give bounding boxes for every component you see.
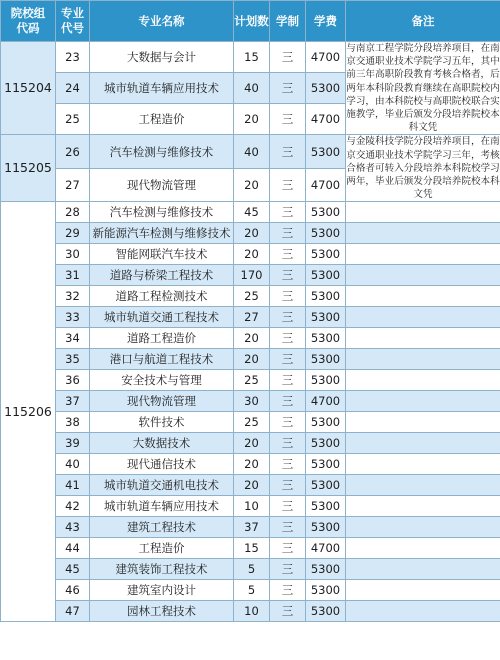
table-row: [1, 370, 500, 391]
duration-cell: 三: [270, 104, 306, 135]
notes-cell: 与南京工程学院分段培养项目，在南京交通职业技术学院学习五年，其中前三年高职阶段教育考核合格者，后两年本科阶段教育继续在高职院校内学习，由本科院校与高职院校联合实施教学，毕业后颁发分段培养院校本科文凭: [346, 43, 500, 134]
tuition-cell: 5300: [306, 475, 346, 496]
major-code-cell: 46: [56, 580, 90, 601]
tuition-cell: 5300: [306, 454, 346, 475]
major-name-cell: 大数据与会计: [90, 42, 234, 73]
major-name-cell: 新能源汽车检测与维修技术: [90, 223, 234, 244]
major-name-cell: 工程造价: [90, 104, 234, 135]
header-tuition: 学费: [306, 1, 346, 42]
plan-count-cell: 20: [234, 433, 270, 454]
duration-cell: 三: [270, 475, 306, 496]
major-code-cell: 38: [56, 412, 90, 433]
major-name-cell: 汽车检测与维修技术: [90, 202, 234, 223]
notes-cell-empty: [346, 265, 500, 286]
major-name-cell: 港口与航道工程技术: [90, 349, 234, 370]
table-header: [1, 1, 500, 42]
plan-count-cell: 20: [234, 328, 270, 349]
table-row: [1, 580, 500, 601]
major-code-cell: 23: [56, 42, 90, 73]
tuition-cell: 4700: [306, 391, 346, 412]
major-code-cell: 37: [56, 391, 90, 412]
notes-cell-empty: [346, 286, 500, 307]
duration-cell: 三: [270, 559, 306, 580]
major-name-cell: 道路与桥梁工程技术: [90, 265, 234, 286]
tuition-cell: 5300: [306, 286, 346, 307]
major-code-cell: 27: [56, 168, 90, 202]
major-name-cell: 软件技术: [90, 412, 234, 433]
plan-count-cell: 10: [234, 601, 270, 622]
table-row: [1, 601, 500, 622]
plan-count-cell: 20: [234, 168, 270, 202]
plan-count-cell: 5: [234, 559, 270, 580]
major-name-cell: 现代通信技术: [90, 454, 234, 475]
group-code-cell: 115205: [1, 135, 56, 202]
major-code-cell: 40: [56, 454, 90, 475]
duration-cell: 三: [270, 580, 306, 601]
tuition-cell: 5300: [306, 559, 346, 580]
table-row: [1, 328, 500, 349]
duration-cell: 三: [270, 73, 306, 104]
duration-cell: 三: [270, 265, 306, 286]
table-row: [1, 517, 500, 538]
tuition-cell: 5300: [306, 370, 346, 391]
notes-cell: 与金陵科技学院分段培养项目，在南京交通职业技术学院学习三年，考核合格者可转入分段培养本科院校学习两年，毕业后颁发分段培养院校本科文凭: [346, 136, 500, 201]
header-major-code: 专业 代号: [56, 1, 90, 42]
major-name-cell: 汽车检测与维修技术: [90, 135, 234, 169]
table-row: [1, 244, 500, 265]
table-row: [1, 265, 500, 286]
table-row: [1, 559, 500, 580]
notes-cell-empty: [346, 517, 500, 538]
table-row: [1, 496, 500, 517]
tuition-cell: 4700: [306, 538, 346, 559]
major-code-cell: 33: [56, 307, 90, 328]
major-name-cell: 道路工程造价: [90, 328, 234, 349]
header-plan-count: 计划数: [234, 1, 270, 42]
plan-count-cell: 40: [234, 73, 270, 104]
major-name-cell: 城市轨道交通机电技术: [90, 475, 234, 496]
plan-count-cell: 27: [234, 307, 270, 328]
notes-cell-empty: [346, 244, 500, 265]
notes-cell-empty: [346, 307, 500, 328]
tuition-cell: 5300: [306, 307, 346, 328]
major-name-cell: 现代物流管理: [90, 391, 234, 412]
major-name-cell: 工程造价: [90, 538, 234, 559]
duration-cell: 三: [270, 538, 306, 559]
major-code-cell: 42: [56, 496, 90, 517]
table-row: [1, 538, 500, 559]
duration-cell: 三: [270, 135, 306, 169]
major-code-cell: 25: [56, 104, 90, 135]
table-row: [1, 286, 500, 307]
major-name-cell: 大数据技术: [90, 433, 234, 454]
major-name-cell: 建筑室内设计: [90, 580, 234, 601]
table-row: [1, 433, 500, 454]
header-group-code: 院校组 代码: [1, 1, 56, 42]
table-row: [1, 307, 500, 328]
table-row: [1, 202, 500, 223]
major-code-cell: 45: [56, 559, 90, 580]
table-body: [1, 42, 500, 622]
duration-cell: 三: [270, 286, 306, 307]
major-code-cell: 28: [56, 202, 90, 223]
duration-cell: 三: [270, 244, 306, 265]
duration-cell: 三: [270, 412, 306, 433]
major-code-cell: 43: [56, 517, 90, 538]
table-row: [1, 223, 500, 244]
plan-count-cell: 20: [234, 244, 270, 265]
major-name-cell: 城市轨道交通工程技术: [90, 307, 234, 328]
duration-cell: 三: [270, 517, 306, 538]
major-name-cell: 建筑装饰工程技术: [90, 559, 234, 580]
major-code-cell: 36: [56, 370, 90, 391]
notes-cell-empty: [346, 349, 500, 370]
tuition-cell: 5300: [306, 223, 346, 244]
plan-count-cell: 30: [234, 391, 270, 412]
plan-count-cell: 20: [234, 104, 270, 135]
duration-cell: 三: [270, 391, 306, 412]
major-code-cell: 30: [56, 244, 90, 265]
notes-cell-empty: [346, 433, 500, 454]
major-code-cell: 26: [56, 135, 90, 169]
tuition-cell: 4700: [306, 42, 346, 73]
duration-cell: 三: [270, 202, 306, 223]
major-code-cell: 31: [56, 265, 90, 286]
notes-cell-empty: [346, 454, 500, 475]
tuition-cell: 5300: [306, 328, 346, 349]
duration-cell: 三: [270, 349, 306, 370]
notes-cell-empty: [346, 412, 500, 433]
plan-count-cell: 20: [234, 223, 270, 244]
tuition-cell: 5300: [306, 265, 346, 286]
plan-count-cell: 10: [234, 496, 270, 517]
table-row: [1, 412, 500, 433]
tuition-cell: 5300: [306, 135, 346, 169]
tuition-cell: 5300: [306, 202, 346, 223]
table-row: [1, 454, 500, 475]
duration-cell: 三: [270, 601, 306, 622]
notes-cell-empty: [346, 370, 500, 391]
tuition-cell: 5300: [306, 496, 346, 517]
table-row: [1, 135, 500, 169]
major-code-cell: 34: [56, 328, 90, 349]
table-row: [1, 42, 500, 73]
plan-count-cell: 5: [234, 580, 270, 601]
header-duration: 学制: [270, 1, 306, 42]
group-code-cell: 115206: [1, 202, 56, 622]
tuition-cell: 5300: [306, 244, 346, 265]
tuition-cell: 5300: [306, 349, 346, 370]
major-name-cell: 城市轨道车辆应用技术: [90, 496, 234, 517]
tuition-cell: 5300: [306, 412, 346, 433]
plan-count-cell: 20: [234, 349, 270, 370]
plan-count-cell: 25: [234, 370, 270, 391]
plan-count-cell: 170: [234, 265, 270, 286]
plan-count-cell: 40: [234, 135, 270, 169]
notes-cell-empty: [346, 328, 500, 349]
notes-cell-empty: [346, 223, 500, 244]
tuition-cell: 4700: [306, 168, 346, 202]
plan-count-cell: 25: [234, 286, 270, 307]
notes-cell-empty: [346, 391, 500, 412]
plan-count-cell: 25: [234, 412, 270, 433]
major-code-cell: 39: [56, 433, 90, 454]
duration-cell: 三: [270, 307, 306, 328]
plan-count-cell: 45: [234, 202, 270, 223]
plan-count-cell: 15: [234, 538, 270, 559]
duration-cell: 三: [270, 433, 306, 454]
notes-cell-empty: [346, 475, 500, 496]
major-code-cell: 32: [56, 286, 90, 307]
notes-cell-empty: [346, 202, 500, 223]
major-name-cell: 安全技术与管理: [90, 370, 234, 391]
duration-cell: 三: [270, 370, 306, 391]
tuition-cell: 4700: [306, 104, 346, 135]
major-name-cell: 道路工程检测技术: [90, 286, 234, 307]
plan-count-cell: 37: [234, 517, 270, 538]
plan-count-cell: 20: [234, 475, 270, 496]
notes-cell-empty: [346, 496, 500, 517]
major-name-cell: 城市轨道车辆应用技术: [90, 73, 234, 104]
notes-cell-empty: [346, 601, 500, 622]
major-code-cell: 41: [56, 475, 90, 496]
duration-cell: 三: [270, 328, 306, 349]
major-name-cell: 建筑工程技术: [90, 517, 234, 538]
duration-cell: 三: [270, 496, 306, 517]
duration-cell: 三: [270, 168, 306, 202]
header-major-name: 专业名称: [90, 1, 234, 42]
notes-cell-empty: [346, 559, 500, 580]
table-row: [1, 391, 500, 412]
header-notes: 备注: [346, 1, 500, 42]
duration-cell: 三: [270, 223, 306, 244]
tuition-cell: 5300: [306, 517, 346, 538]
plan-count-cell: 15: [234, 42, 270, 73]
notes-cell-empty: [346, 580, 500, 601]
major-name-cell: 现代物流管理: [90, 168, 234, 202]
major-code-cell: 47: [56, 601, 90, 622]
notes-cell-empty: [346, 538, 500, 559]
group-code-cell: 115204: [1, 42, 56, 135]
duration-cell: 三: [270, 454, 306, 475]
major-code-cell: 35: [56, 349, 90, 370]
plan-count-cell: 20: [234, 454, 270, 475]
table-row: [1, 349, 500, 370]
tuition-cell: 5300: [306, 73, 346, 104]
tuition-cell: 5300: [306, 580, 346, 601]
major-code-cell: 29: [56, 223, 90, 244]
major-code-cell: 24: [56, 73, 90, 104]
duration-cell: 三: [270, 42, 306, 73]
table-row: [1, 475, 500, 496]
major-name-cell: 园林工程技术: [90, 601, 234, 622]
tuition-cell: 5300: [306, 433, 346, 454]
major-name-cell: 智能网联汽车技术: [90, 244, 234, 265]
major-code-cell: 44: [56, 538, 90, 559]
tuition-cell: 5300: [306, 601, 346, 622]
